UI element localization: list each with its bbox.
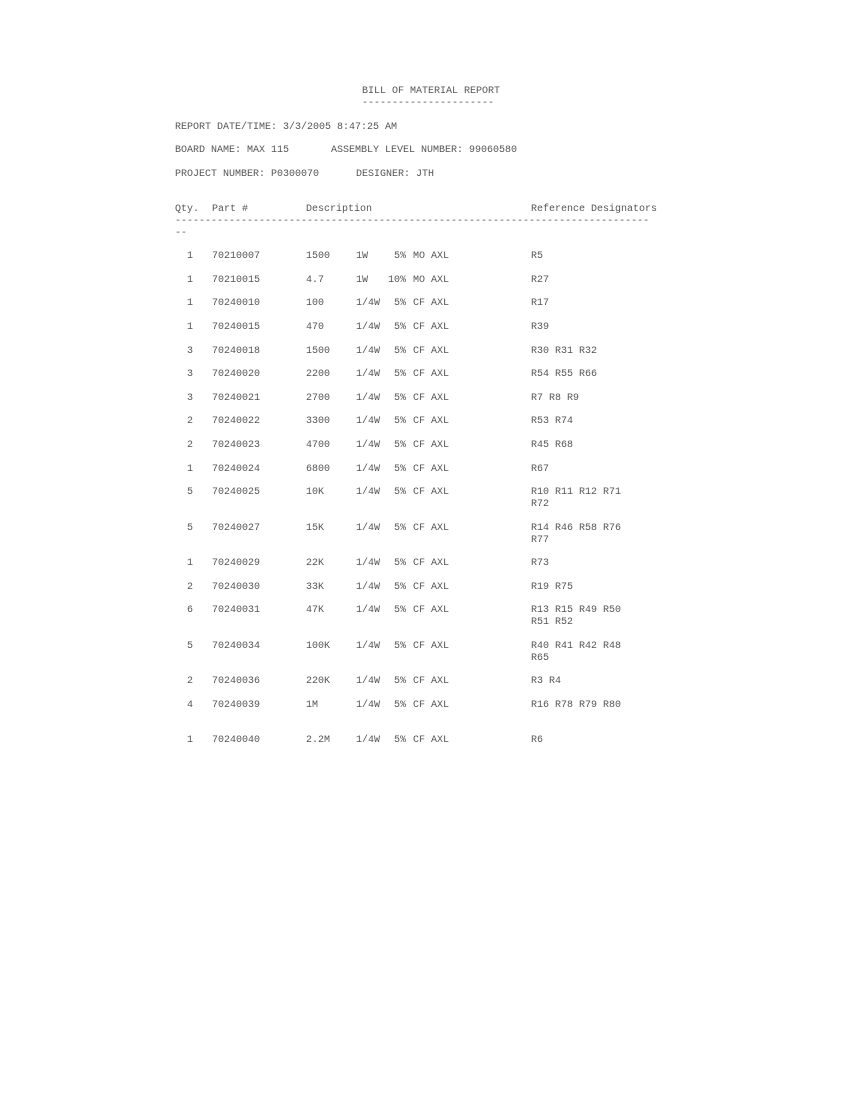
qty-cell: 3 <box>186 393 193 404</box>
project-number: PROJECT NUMBER: P0300070 <box>175 169 320 180</box>
package-cell: AXL <box>431 641 450 652</box>
type-cell: CF <box>413 558 426 569</box>
part-number-cell: 70210007 <box>212 251 261 262</box>
tolerance-cell: 5% <box>393 369 406 380</box>
value-cell: 2200 <box>306 369 331 380</box>
part-number-cell: 70240025 <box>212 487 261 498</box>
wattage-cell: 1/4W <box>356 369 381 380</box>
wattage-cell: 1/4W <box>356 641 381 652</box>
package-cell: AXL <box>431 735 450 746</box>
qty-cell: 3 <box>186 346 193 357</box>
value-cell: 3300 <box>306 416 331 427</box>
wattage-cell: 1/4W <box>356 605 381 616</box>
tolerance-cell: 5% <box>393 251 406 262</box>
value-cell: 4.7 <box>306 275 325 286</box>
value-cell: 220K <box>306 676 331 687</box>
type-cell: CF <box>413 322 426 333</box>
package-cell: AXL <box>431 523 450 534</box>
package-cell: AXL <box>431 440 450 451</box>
type-cell: CF <box>413 605 426 616</box>
part-number-cell: 70240034 <box>212 641 261 652</box>
assembly-level-number: ASSEMBLY LEVEL NUMBER: 99060580 <box>331 145 518 156</box>
package-cell: AXL <box>431 322 450 333</box>
wattage-cell: 1/4W <box>356 346 381 357</box>
column-header-qty: Qty. <box>175 204 200 215</box>
part-number-cell: 70240024 <box>212 464 261 475</box>
value-cell: 2.2M <box>306 735 331 746</box>
part-number-cell: 70240023 <box>212 440 261 451</box>
wattage-cell: 1W <box>356 251 369 262</box>
tolerance-cell: 5% <box>393 346 406 357</box>
tolerance-cell: 5% <box>393 298 406 309</box>
qty-cell: 1 <box>186 298 193 309</box>
tolerance-cell: 10% <box>387 275 406 286</box>
wattage-cell: 1/4W <box>356 700 381 711</box>
wattage-cell: 1/4W <box>356 558 381 569</box>
part-number-cell: 70210015 <box>212 275 261 286</box>
tolerance-cell: 5% <box>393 487 406 498</box>
type-cell: CF <box>413 523 426 534</box>
part-number-cell: 70240015 <box>212 322 261 333</box>
report-title: BILL OF MATERIAL REPORT <box>362 86 501 97</box>
type-cell: CF <box>413 700 426 711</box>
tolerance-cell: 5% <box>393 641 406 652</box>
report-date-time: REPORT DATE/TIME: 3/3/2005 8:47:25 AM <box>175 122 398 133</box>
package-cell: AXL <box>431 558 450 569</box>
value-cell: 10K <box>306 487 325 498</box>
package-cell: AXL <box>431 346 450 357</box>
reference-designators-cell: R54 R55 R66 <box>531 369 598 380</box>
column-header-part: Part # <box>212 204 249 215</box>
type-cell: CF <box>413 582 426 593</box>
tolerance-cell: 5% <box>393 676 406 687</box>
part-number-cell: 70240020 <box>212 369 261 380</box>
part-number-cell: 70240029 <box>212 558 261 569</box>
reference-designators-cell: R39 <box>531 322 550 333</box>
value-cell: 47K <box>306 605 325 616</box>
qty-cell: 4 <box>186 700 193 711</box>
reference-designators-cell: R67 <box>531 464 550 475</box>
reference-designators-cell: R7 R8 R9 <box>531 393 580 404</box>
value-cell: 22K <box>306 558 325 569</box>
reference-designators-cell: R17 <box>531 298 550 309</box>
value-cell: 15K <box>306 523 325 534</box>
qty-cell: 5 <box>186 523 193 534</box>
type-cell: CF <box>413 440 426 451</box>
value-cell: 1500 <box>306 346 331 357</box>
package-cell: AXL <box>431 369 450 380</box>
tolerance-cell: 5% <box>393 700 406 711</box>
reference-designators-cell: R73 <box>531 558 550 569</box>
part-number-cell: 70240010 <box>212 298 261 309</box>
value-cell: 1M <box>306 700 319 711</box>
column-header-reference: Reference Designators <box>531 204 658 215</box>
tolerance-cell: 5% <box>393 605 406 616</box>
type-cell: CF <box>413 676 426 687</box>
reference-designators-cell: R72 <box>531 499 550 510</box>
part-number-cell: 70240018 <box>212 346 261 357</box>
wattage-cell: 1/4W <box>356 416 381 427</box>
qty-cell: 5 <box>186 487 193 498</box>
package-cell: AXL <box>431 700 450 711</box>
reference-designators-cell: R3 R4 <box>531 676 562 687</box>
reference-designators-cell: R40 R41 R42 R48 <box>531 641 622 652</box>
package-cell: AXL <box>431 298 450 309</box>
reference-designators-cell: R10 R11 R12 R71 <box>531 487 622 498</box>
wattage-cell: 1/4W <box>356 464 381 475</box>
package-cell: AXL <box>431 393 450 404</box>
part-number-cell: 70240030 <box>212 582 261 593</box>
reference-designators-cell: R77 <box>531 535 550 546</box>
tolerance-cell: 5% <box>393 416 406 427</box>
column-header-description: Description <box>306 204 373 215</box>
value-cell: 6800 <box>306 464 331 475</box>
reference-designators-cell: R14 R46 R58 R76 <box>531 523 622 534</box>
wattage-cell: 1/4W <box>356 393 381 404</box>
tolerance-cell: 5% <box>393 523 406 534</box>
qty-cell: 1 <box>186 322 193 333</box>
value-cell: 100K <box>306 641 331 652</box>
tolerance-cell: 5% <box>393 558 406 569</box>
board-name: BOARD NAME: MAX 115 <box>175 145 290 156</box>
type-cell: CF <box>413 735 426 746</box>
tolerance-cell: 5% <box>393 440 406 451</box>
package-cell: AXL <box>431 582 450 593</box>
type-cell: CF <box>413 369 426 380</box>
qty-cell: 2 <box>186 676 193 687</box>
reference-designators-cell: R53 R74 <box>531 416 574 427</box>
part-number-cell: 70240040 <box>212 735 261 746</box>
type-cell: MO <box>413 275 426 286</box>
qty-cell: 1 <box>186 464 193 475</box>
reference-designators-cell: R13 R15 R49 R50 <box>531 605 622 616</box>
type-cell: CF <box>413 393 426 404</box>
type-cell: MO <box>413 251 426 262</box>
wattage-cell: 1/4W <box>356 582 381 593</box>
tolerance-cell: 5% <box>393 393 406 404</box>
package-cell: AXL <box>431 464 450 475</box>
type-cell: CF <box>413 464 426 475</box>
reference-designators-cell: R30 R31 R32 <box>531 346 598 357</box>
package-cell: AXL <box>431 487 450 498</box>
qty-cell: 1 <box>186 251 193 262</box>
package-cell: AXL <box>431 605 450 616</box>
value-cell: 470 <box>306 322 325 333</box>
value-cell: 2700 <box>306 393 331 404</box>
qty-cell: 5 <box>186 641 193 652</box>
tolerance-cell: 5% <box>393 322 406 333</box>
part-number-cell: 70240027 <box>212 523 261 534</box>
type-cell: CF <box>413 298 426 309</box>
designer: DESIGNER: JTH <box>356 169 435 180</box>
reference-designators-cell: R27 <box>531 275 550 286</box>
qty-cell: 2 <box>186 416 193 427</box>
wattage-cell: 1/4W <box>356 523 381 534</box>
reference-designators-cell: R51 R52 <box>531 617 574 628</box>
wattage-cell: 1/4W <box>356 298 381 309</box>
wattage-cell: 1/4W <box>356 440 381 451</box>
value-cell: 1500 <box>306 251 331 262</box>
tolerance-cell: 5% <box>393 464 406 475</box>
reference-designators-cell: R65 <box>531 653 550 664</box>
type-cell: CF <box>413 416 426 427</box>
wattage-cell: 1/4W <box>356 487 381 498</box>
report-title-underline: ---------------------- <box>362 98 495 109</box>
package-cell: AXL <box>431 275 450 286</box>
wattage-cell: 1/4W <box>356 735 381 746</box>
type-cell: CF <box>413 487 426 498</box>
package-cell: AXL <box>431 676 450 687</box>
wattage-cell: 1W <box>356 275 369 286</box>
value-cell: 100 <box>306 298 325 309</box>
part-number-cell: 70240021 <box>212 393 261 404</box>
qty-cell: 2 <box>186 440 193 451</box>
wattage-cell: 1/4W <box>356 322 381 333</box>
qty-cell: 1 <box>186 735 193 746</box>
value-cell: 33K <box>306 582 325 593</box>
type-cell: CF <box>413 346 426 357</box>
qty-cell: 1 <box>186 275 193 286</box>
type-cell: CF <box>413 641 426 652</box>
qty-cell: 6 <box>186 605 193 616</box>
tolerance-cell: 5% <box>393 582 406 593</box>
reference-designators-cell: R45 R68 <box>531 440 574 451</box>
reference-designators-cell: R6 <box>531 735 544 746</box>
table-separator: ------------------------------------------------------------------------------- <box>175 216 650 227</box>
part-number-cell: 70240039 <box>212 700 261 711</box>
value-cell: 4700 <box>306 440 331 451</box>
wattage-cell: 1/4W <box>356 676 381 687</box>
reference-designators-cell: R5 <box>531 251 544 262</box>
part-number-cell: 70240022 <box>212 416 261 427</box>
package-cell: AXL <box>431 251 450 262</box>
reference-designators-cell: R19 R75 <box>531 582 574 593</box>
qty-cell: 1 <box>186 558 193 569</box>
reference-designators-cell: R16 R78 R79 R80 <box>531 700 622 711</box>
part-number-cell: 70240036 <box>212 676 261 687</box>
part-number-cell: 70240031 <box>212 605 261 616</box>
package-cell: AXL <box>431 416 450 427</box>
tolerance-cell: 5% <box>393 735 406 746</box>
qty-cell: 3 <box>186 369 193 380</box>
table-separator-wrap: -- <box>175 228 188 239</box>
qty-cell: 2 <box>186 582 193 593</box>
